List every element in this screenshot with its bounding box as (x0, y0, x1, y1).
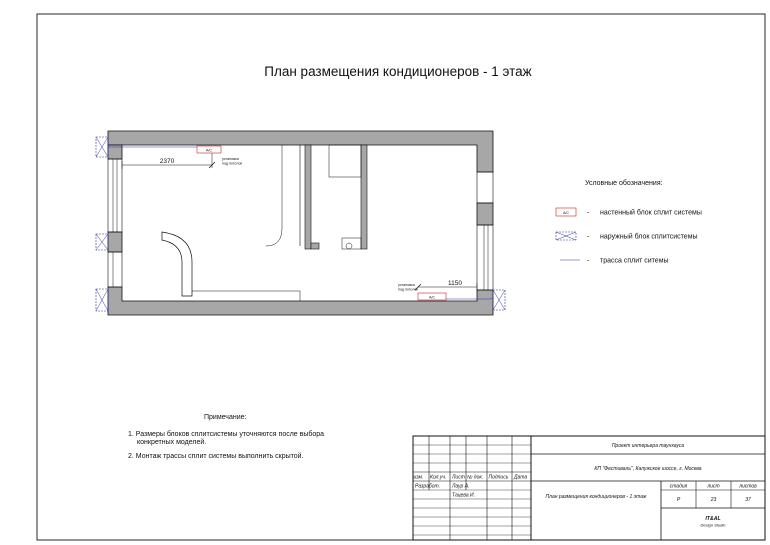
window-left (108, 159, 122, 232)
note-top-line1: установка (222, 157, 239, 161)
floor-plan (96, 131, 505, 315)
stamp-header-1: Кол.уч. (430, 474, 447, 481)
window-left-lower (108, 252, 122, 287)
legend-ac-symbol-label: A/C (563, 211, 569, 215)
note-bottom-line2: под потолок (398, 287, 419, 292)
partition-curve (266, 145, 282, 246)
stamp-stage-label: стадия (669, 483, 688, 490)
stamp-stage-value: Р (676, 497, 681, 503)
note-1-line2: конкретных моделей. (137, 439, 207, 446)
legend (556, 179, 702, 265)
window-right-lower (477, 225, 493, 290)
stamp-project: Проект интерьера таунхауса (611, 443, 685, 449)
outdoor-unit-bottom-left (96, 289, 108, 311)
drawing-title: План размещения кондиционеров - 1 этаж (264, 64, 532, 79)
stamp-name-2: Тацева И. (452, 492, 476, 499)
dimension-top-value: 2370 (159, 158, 175, 165)
legend-outdoor-symbol (556, 232, 576, 240)
stamp-sheets-value: 37 (745, 497, 751, 503)
ac-unit-bottom-label: A/C (429, 295, 435, 300)
legend-item-2: наружный блок сплитсистемы (600, 233, 698, 241)
sheet-frame (37, 14, 765, 540)
stamp-sheet-label: лист (707, 483, 720, 490)
stamp-header-2: Лист (452, 474, 465, 481)
note-top-line2: под потолок (222, 161, 243, 166)
wall-right-middle (477, 203, 493, 225)
outdoor-unit-mid-left (96, 234, 108, 250)
legend-dash-1: - (587, 209, 590, 217)
legend-dash-2: - (587, 233, 590, 241)
stamp-role-developer: Разработ. (415, 483, 440, 490)
stamp-header-0: изм. (413, 474, 424, 481)
wall-bottom (108, 287, 493, 315)
ac-unit-top (197, 146, 221, 153)
stamp-header-4: Подпись (488, 474, 509, 481)
stamp-address: КП "Фестиваль", Калужское шоссе, г. Москва (594, 466, 702, 472)
dimension-top (122, 153, 215, 169)
washbasin (346, 243, 352, 249)
inner-wall-right (361, 145, 367, 249)
note-2-line1: 2. Монтаж трассы сплит системы выполнить скрытой. (128, 453, 304, 460)
dimension-bottom-value: 1150 (448, 280, 462, 287)
legend-item-1: настенный блок сплит системы (600, 209, 702, 217)
legend-item-3: трасса сплит ситемы (600, 257, 669, 265)
stamp-sheet-value: 23 (710, 497, 717, 503)
dimension-bottom (415, 280, 477, 291)
legend-dash-3: - (587, 257, 590, 265)
studio-logo-line1: IT&AL (705, 516, 721, 522)
stamp-name-developer: Лаур А. (452, 483, 470, 490)
stamp-sheets-label: листов (739, 483, 757, 490)
note-bottom-line1: установка (398, 283, 415, 287)
shower-tray (329, 145, 361, 177)
notes-title: Примечание: (204, 414, 247, 421)
stair-curve (162, 232, 192, 296)
ac-unit-bottom (418, 293, 446, 300)
inner-wall-stub (311, 243, 319, 249)
notes (128, 414, 324, 460)
stamp-sheet-title: План размещения кондиционеров - 1 этаж (545, 494, 647, 500)
window-right-upper (477, 172, 493, 203)
legend-title: Условные обозначения: (585, 180, 663, 187)
stamp-header-5: Дата (514, 474, 528, 481)
inner-wall-left (305, 145, 311, 249)
title-block-text (414, 443, 758, 528)
studio-logo-line2: Design Studio (700, 522, 726, 528)
wall-top (108, 131, 493, 172)
note-1-line1: 1. Размеры блоков сплитсистемы уточняются после выбора (128, 431, 325, 438)
outdoor-unit-top-left (96, 137, 108, 157)
ac-unit-top-label: A/C (206, 148, 212, 153)
outdoor-unit-bottom-right (493, 290, 505, 310)
wall-left-middle (108, 232, 122, 252)
stamp-header-3: № док. (467, 474, 484, 481)
